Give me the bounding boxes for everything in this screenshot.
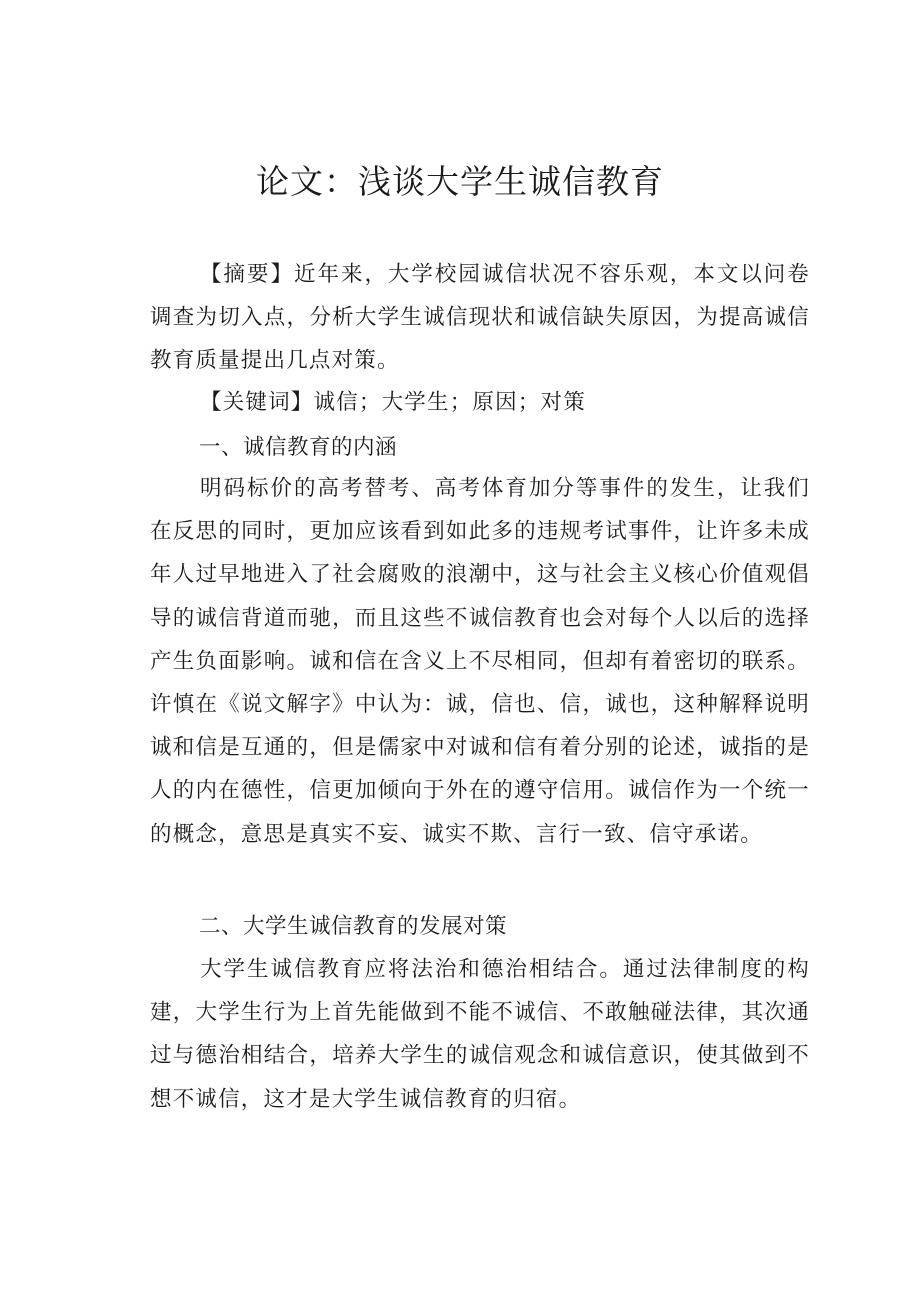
section-heading-2: 二、大学生诚信教育的发展对策 bbox=[199, 914, 508, 939]
section-body-2: 大学生诚信教育应将法治和德治相结合。通过法律制度的构建，大学生行为上首先能做到不能不诚信、不敢触碰法律，其次通过与德治相结合，培养大学生的诚信观念和诚信意识，使其做到不想不诚信，这才是大学生诚信教育的归宿。 bbox=[150, 957, 810, 1112]
section-body-1: 明码标价的高考替考、高考体育加分等事件的发生，让我们在反思的同时，更加应该看到如此多的违规考试事件，让许多未成年人过早地进入了社会腐败的浪潮中，这与社会主义核心价值观倡导的诚信背道而驰，而且这些不诚信教育也会对每个人以后的选择产生负面影响。诚和信在含义上不尽相同，但却有着密切的联系。许慎在《说文解字》中认为：诚，信也、信，诚也，这种解释说明诚和信是互通的，但是儒家中对诚和信有着分别的论述，诚指的是人的内在德性，信更加倾向于外在的遵守信用。诚信作为一个统一的概念，意思是真实不妄、诚实不欺、言行一致、信守承诺。 bbox=[150, 476, 810, 847]
keywords-paragraph: 【关键词】诚信；大学生；原因；对策 bbox=[200, 390, 586, 415]
document-title: 论文：浅谈大学生诚信教育 bbox=[256, 162, 664, 201]
section-heading-1: 一、诚信教育的内涵 bbox=[199, 435, 398, 460]
abstract-paragraph: 【摘要】近年来，大学校园诚信状况不容乐观，本文以问卷调查为切入点，分析大学生诚信现状和诚信缺失原因，为提高诚信教育质量提出几点对策。 bbox=[150, 262, 810, 374]
